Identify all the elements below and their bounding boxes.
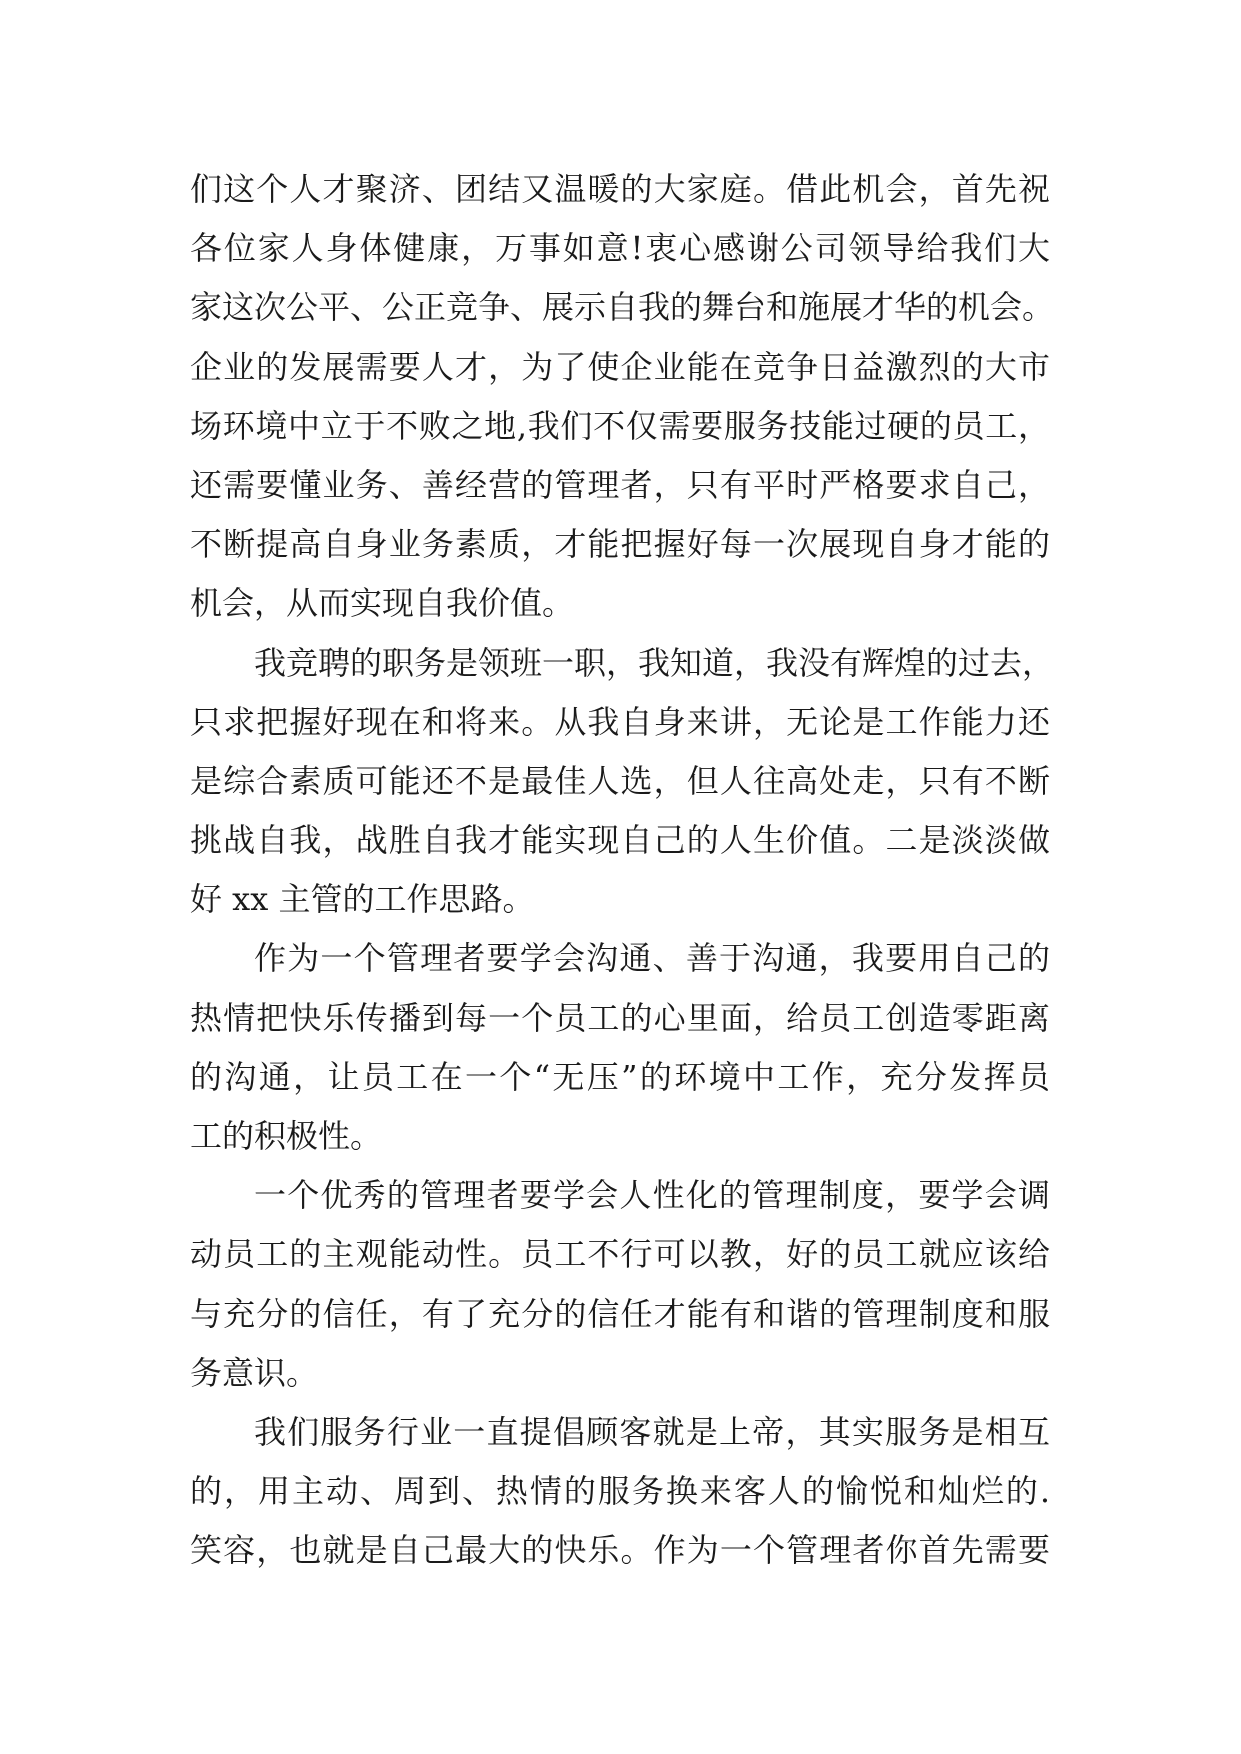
text-line: 的，用主动、周到、热情的服务换来客人的愉悦和灿烂的. [190, 1472, 1050, 1511]
text-line: 们这个人才聚济、团结又温暖的大家庭。借此机会，首先祝 [190, 170, 1050, 208]
text-line: 的沟通，让员工在一个“无压”的环境中工作，充分发挥员 [190, 1057, 1050, 1096]
text-line: 动员工的主观能动性。员工不行可以教，好的员工就应该给 [190, 1235, 1050, 1274]
text-line: 作为一个管理者要学会沟通、善于沟通，我要用自己的 [254, 939, 1050, 978]
text-line: 热情把快乐传播到每一个员工的心里面，给员工创造零距离 [190, 998, 1050, 1037]
text-line: 只求把握好现在和将来。从我自身来讲，无论是工作能力还 [190, 702, 1050, 741]
document-body [190, 160, 1055, 1581]
text-line: 场环境中立于不败之地,我们不仅需要服务技能过硬的员工， [190, 406, 1050, 445]
text-line: 挑战自我，战胜自我才能实现自己的人生价值。二是淡淡做 [190, 821, 1050, 860]
text-line: 务意识。 [190, 1353, 319, 1392]
text-line: 是综合素质可能还不是最佳人选，但人往高处走，只有不断 [190, 761, 1050, 800]
text-line: 不断提高自身业务素质，才能把握好每一次展现自身才能的 [190, 525, 1050, 564]
text-line: 还需要懂业务、善经营的管理者，只有平时严格要求自己， [190, 465, 1050, 504]
text-line: 笑容，也就是自己最大的快乐。作为一个管理者你首先需要 [190, 1531, 1050, 1570]
text-line: 工的积极性。 [190, 1117, 383, 1155]
text-line: 与充分的信任，有了充分的信任才能有和谐的管理制度和服 [190, 1294, 1050, 1333]
text-line: 我们服务行业一直提倡顾客就是上帝，其实服务是相互 [254, 1412, 1050, 1451]
text-line: 一个优秀的管理者要学会人性化的管理制度，要学会调 [254, 1176, 1050, 1215]
text-line: 机会，从而实现自我价值。 [190, 584, 575, 623]
text-line: 我竞聘的职务是领班一职，我知道，我没有辉煌的过去， [254, 643, 1055, 682]
text-line: 家这次公平、公正竞争、展示自我的舞台和施展才华的机会。 [190, 288, 1055, 327]
text-line: 企业的发展需要人才，为了使企业能在竞争日益激烈的大市 [190, 347, 1050, 386]
text-line: 各位家人身体健康，万事如意!衷心感谢公司领导给我们大 [190, 229, 1050, 268]
text-line: 好 xx 主管的工作思路。 [190, 880, 535, 919]
